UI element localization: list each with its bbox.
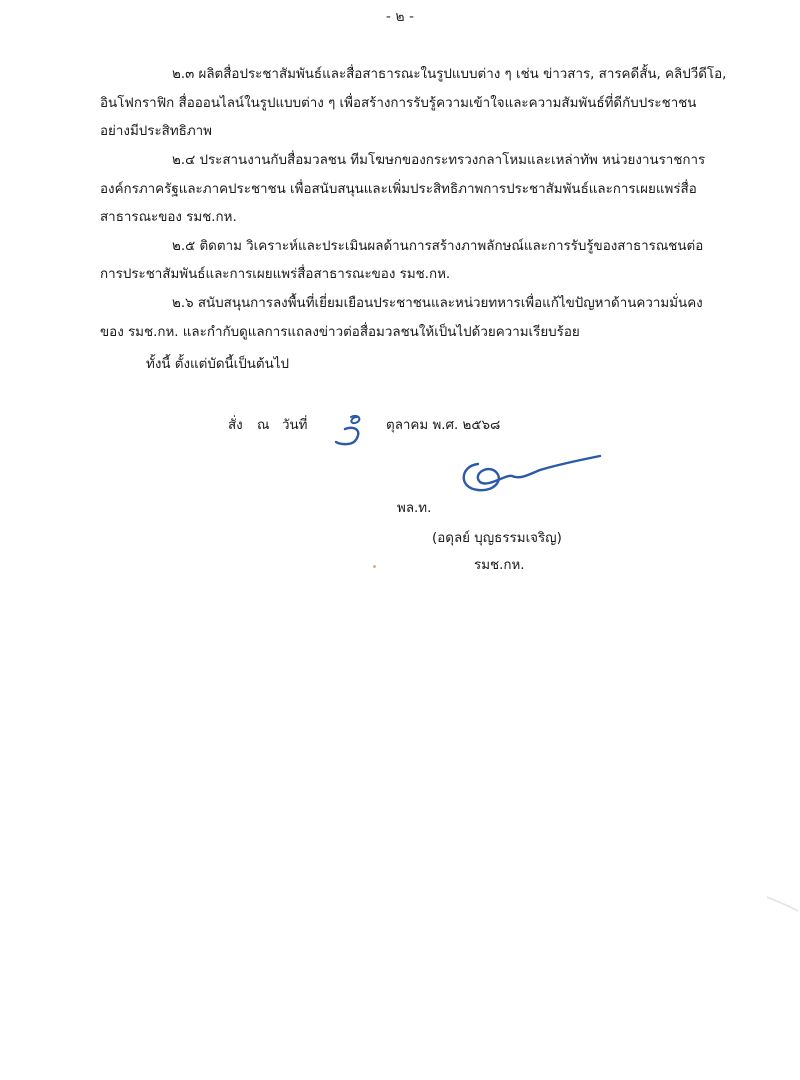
order-date-month-year: ตุลาคม พ.ศ. ๒๕๖๘ xyxy=(386,418,501,433)
closing-statement: ทั้งนี้ ตั้งแต่บัดนี้เป็นต้นไป xyxy=(146,357,290,372)
paper-edge-mark xyxy=(765,895,800,915)
order-date-at: ณ xyxy=(257,418,270,433)
handwritten-day-mark xyxy=(333,411,379,447)
paragraph-2-3-line-3: อย่างมีประสิทธิภาพ xyxy=(100,124,213,139)
paragraph-2-3-line-1: ๒.๓ ผลิตสื่อประชาสัมพันธ์และสื่อสาธารณะในรูปแบบต่าง ๆ เช่น ข่าวสาร, สารคดีสั้น, คลิปวีดีโอ, xyxy=(172,67,727,82)
order-date-day-label: วันที่ xyxy=(282,418,308,433)
paragraph-2-6-line-2: ของ รมช.กห. และกำกับดูแลการแถลงข่าวต่อสื่อมวลชนให้เป็นไปด้วยความเรียบร้อย xyxy=(100,325,580,340)
page-number: - ๒ - xyxy=(385,9,415,25)
paragraph-2-4-line-1: ๒.๔ ประสานงานกับสื่อมวลชน ทีมโฆษกของกระทรวงกลาโหมและเหล่าทัพ หน่วยงานราชการ xyxy=(172,153,706,168)
paragraph-2-3-line-2: อินโฟกราฟิก สื่อออนไลน์ในรูปแบบต่าง ๆ เพื่อสร้างการรับรู้ความเข้าใจและความสัมพันธ์ที่ดีกับประชาชน xyxy=(100,96,697,111)
signature-scribble xyxy=(450,452,610,502)
paragraph-2-4-line-2: องค์กรภาครัฐและภาคประชาชน เพื่อสนับสนุนและเพิ่มประสิทธิภาพการประชาสัมพันธ์และการเผยแพร่สื่อ xyxy=(100,182,697,197)
paper-speck xyxy=(373,565,376,568)
paragraph-2-5-line-2: การประชาสัมพันธ์และการเผยแพร่สื่อสาธารณะของ รมช.กห. xyxy=(100,267,451,282)
order-date-prefix: สั่ง xyxy=(228,418,243,433)
signer-position: รมช.กห. xyxy=(474,558,525,573)
paragraph-2-4-line-3: สาธารณะของ รมช.กห. xyxy=(100,210,237,225)
order-date-line xyxy=(0,411,800,441)
signer-name: (อดุลย์ บุญธรรมเจริญ) xyxy=(432,531,562,546)
paragraph-2-5-line-1: ๒.๕ ติดตาม วิเคราะห์และประเมินผลด้านการสร้างภาพลักษณ์และการรับรู้ของสาธารณชนต่อ xyxy=(172,239,704,254)
signer-rank: พล.ท. xyxy=(397,501,432,516)
paragraph-2-6-line-1: ๒.๖ สนับสนุนการลงพื้นที่เยี่ยมเยือนประชาชนและหน่วยทหารเพื่อแก้ไขปัญหาด้านความมั่นคง xyxy=(172,296,703,311)
